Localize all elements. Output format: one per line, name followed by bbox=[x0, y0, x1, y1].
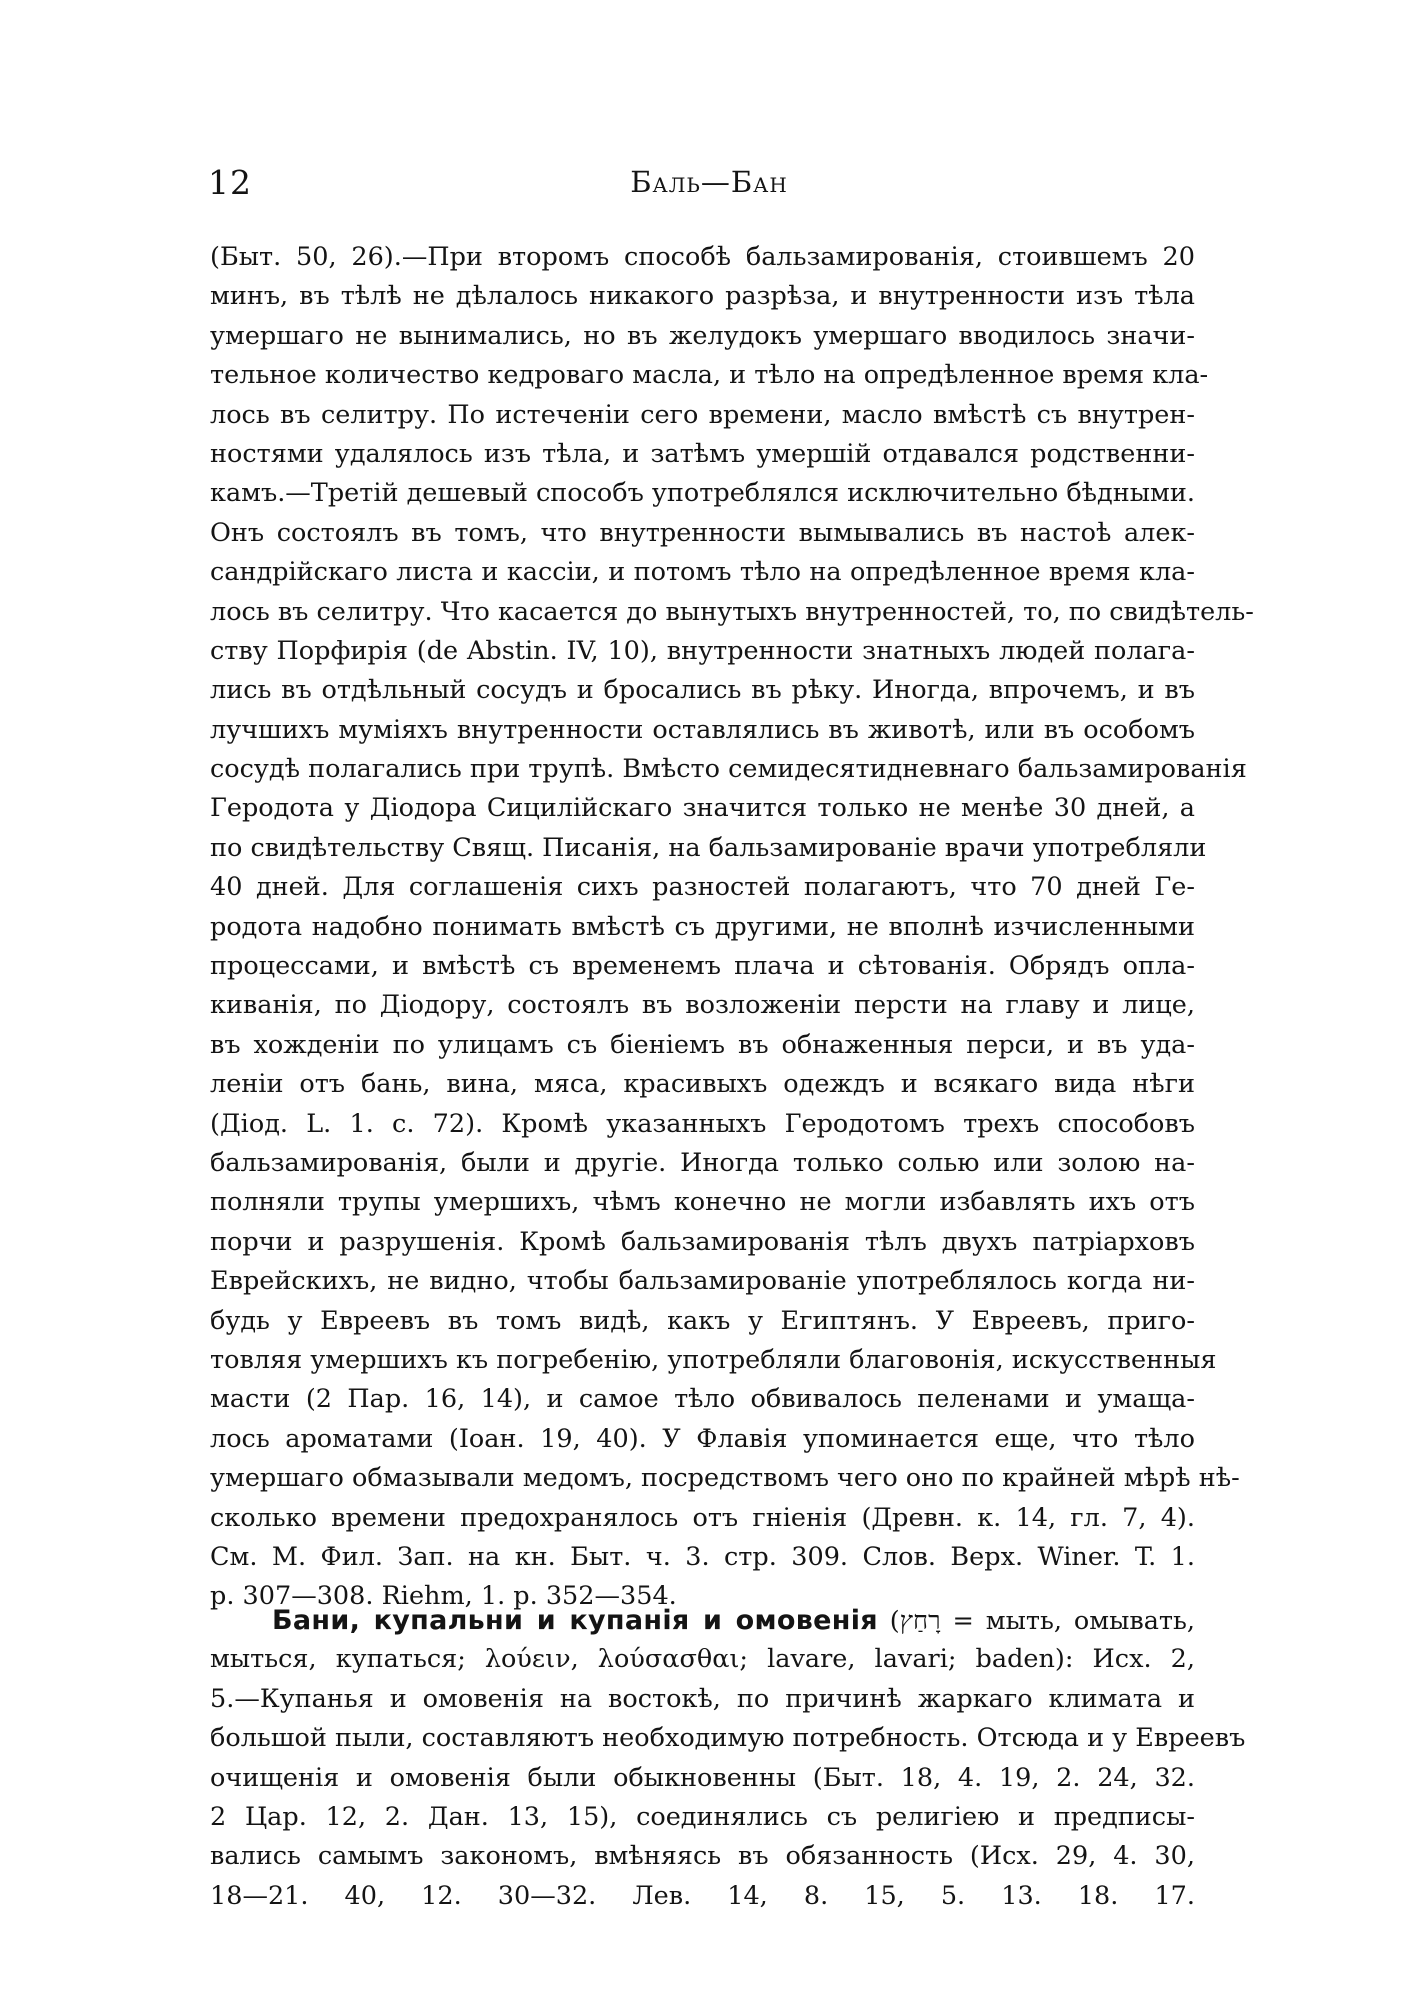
text-line: киванія, по Діодору, состоялъ въ возложеніи персти на главу и лице, bbox=[210, 990, 1195, 1021]
text-line: лучшихъ муміяхъ внутренности оставлялись въ животѣ, или въ особомъ bbox=[210, 714, 1195, 745]
text-line: лись въ отдѣльный сосудъ и бросались въ рѣку. Иногда, впрочемъ, и въ bbox=[210, 675, 1195, 706]
text-line: по свидѣтельству Свящ. Писанія, на бальзамированіе врачи употребляли bbox=[210, 832, 1207, 863]
text-line: вались самымъ закономъ, вмѣняясь въ обязанность (Исх. 29, 4. 30, bbox=[210, 1841, 1195, 1872]
text-line: порчи и разрушенія. Кромѣ бальзамированія тѣлъ двухъ патріарховъ bbox=[210, 1226, 1195, 1257]
text-line: минъ, въ тѣлѣ не дѣлалось никакого разрѣза, и внутренности изъ тѣла bbox=[210, 281, 1195, 312]
text-line: 2 Цар. 12, 2. Дан. 13, 15), соединялись съ религіею и предписы- bbox=[210, 1801, 1195, 1832]
text-line: лось въ селитру. По истеченіи сего времени, масло вмѣстѣ съ внутрен- bbox=[210, 399, 1195, 430]
text-line: масти (2 Пар. 16, 14), и самое тѣло обвивалось пеленами и умаща- bbox=[210, 1384, 1195, 1415]
text-line: лось ароматами (Іоан. 19, 40). У Флавія упоминается еще, что тѣло bbox=[210, 1423, 1195, 1454]
text-line: процессами, и вмѣстѣ съ временемъ плача и сѣтованія. Обрядъ опла- bbox=[210, 951, 1195, 982]
text-line: въ хожденіи по улицамъ съ біеніемъ въ обнаженныя перси, и въ уда- bbox=[210, 1029, 1195, 1060]
text-line: См. М. Фил. Зап. на кн. Быт. ч. 3. стр. 309. Слов. Верх. Winer. T. 1. bbox=[210, 1541, 1195, 1572]
text-line: родота надобно понимать вмѣстѣ съ другими, не вполнѣ изчисленными bbox=[210, 911, 1195, 942]
text-line: мыться, купаться; λούειν, λούσασθαι; lavare, lavari; baden): Исх. 2, bbox=[210, 1644, 1195, 1675]
text-line: (Діод. L. 1. c. 72). Кромѣ указанныхъ Геродотомъ трехъ способовъ bbox=[210, 1108, 1195, 1139]
text-line: большой пыли, составляютъ необходимую потребность. Отсюда и у Евреевъ bbox=[210, 1723, 1246, 1754]
page-number: 12 bbox=[208, 163, 252, 202]
text-line: (Быт. 50, 26).—При второмъ способѣ бальзамированія, стоившемъ 20 bbox=[210, 242, 1195, 272]
entry-etymology: (רָחַץ = мыть, омывать, bbox=[889, 1606, 1196, 1636]
text-line: сколько времени предохранялось отъ гніенія (Древн. к. 14, гл. 7, 4). bbox=[210, 1502, 1195, 1533]
text-line: товляя умершихъ къ погребенію, употребляли благовонія, искусственныя bbox=[210, 1344, 1217, 1375]
text-line: p. 307—308. Riehm, 1. p. 352—354. bbox=[210, 1581, 677, 1612]
text-line: леніи отъ бань, вина, мяса, красивыхъ одеждъ и всякаго вида нѣги bbox=[210, 1069, 1195, 1100]
text-line: 40 дней. Для соглашенія сихъ разностей полагаютъ, что 70 дней Ге- bbox=[210, 872, 1195, 903]
text-line: лось въ селитру. Что касается до вынутыхъ внутренностей, то, по свидѣтель- bbox=[210, 596, 1254, 627]
running-head: Баль—Бан bbox=[630, 165, 788, 199]
entry-baths-paragraph bbox=[210, 1601, 1246, 1916]
text-line: Еврейскихъ, не видно, чтобы бальзамированіе употреблялось когда ни- bbox=[210, 1266, 1195, 1297]
text-line: Геродота у Діодора Сицилійскаго значится только не менѣе 30 дней, а bbox=[210, 793, 1195, 824]
text-line: умершаго не вынимались, но въ желудокъ умершаго вводилось значи- bbox=[210, 320, 1195, 351]
entry-continued-paragraph bbox=[210, 238, 1254, 1617]
text-line: сосудѣ полагались при трупѣ. Вмѣсто семидесятидневнаго бальзамированія bbox=[210, 754, 1247, 785]
text-line: камъ.—Третій дешевый способъ употреблялся исключительно бѣдными. bbox=[210, 478, 1195, 509]
text-line: бальзамированія, были и другіе. Иногда только солью или золою на- bbox=[210, 1147, 1195, 1178]
text-line: очищенія и омовенія были обыкновенны (Быт. 18, 4. 19, 2. 24, 32. bbox=[210, 1762, 1195, 1793]
text-line: сандрійскаго листа и кассіи, и потомъ тѣло на опредѣленное время кла- bbox=[210, 557, 1195, 588]
text-line: 5.—Купанья и омовенія на востокѣ, по причинѣ жаркаго климата и bbox=[210, 1683, 1195, 1714]
text-line: будь у Евреевъ въ томъ видѣ, какъ у Египтянъ. У Евреевъ, приго- bbox=[210, 1305, 1195, 1336]
text-line: полняли трупы умершихъ, чѣмъ конечно не могли избавлять ихъ отъ bbox=[210, 1187, 1195, 1218]
text-line: ству Порфирія (de Abstin. IV, 10), внутренности знатныхъ людей полага- bbox=[210, 635, 1195, 666]
entry-headword: Бани, купальни и купанія и омовенія bbox=[272, 1605, 878, 1636]
text-line: ностями удалялось изъ тѣла, и затѣмъ умершій отдавался родственни- bbox=[210, 438, 1195, 469]
text-line: 18—21. 40, 12. 30—32. Лев. 14, 8. 15, 5. 13. 18. 17. bbox=[210, 1880, 1195, 1911]
text-line: тельное количество кедроваго масла, и тѣло на опредѣленное время кла- bbox=[210, 360, 1209, 391]
text-line: умершаго обмазывали медомъ, посредствомъ чего оно по крайней мѣрѣ нѣ- bbox=[210, 1463, 1240, 1494]
text-line: Онъ состоялъ въ томъ, что внутренности вымывались въ настоѣ алек- bbox=[210, 517, 1195, 548]
entry-first-line bbox=[210, 1601, 1195, 1640]
